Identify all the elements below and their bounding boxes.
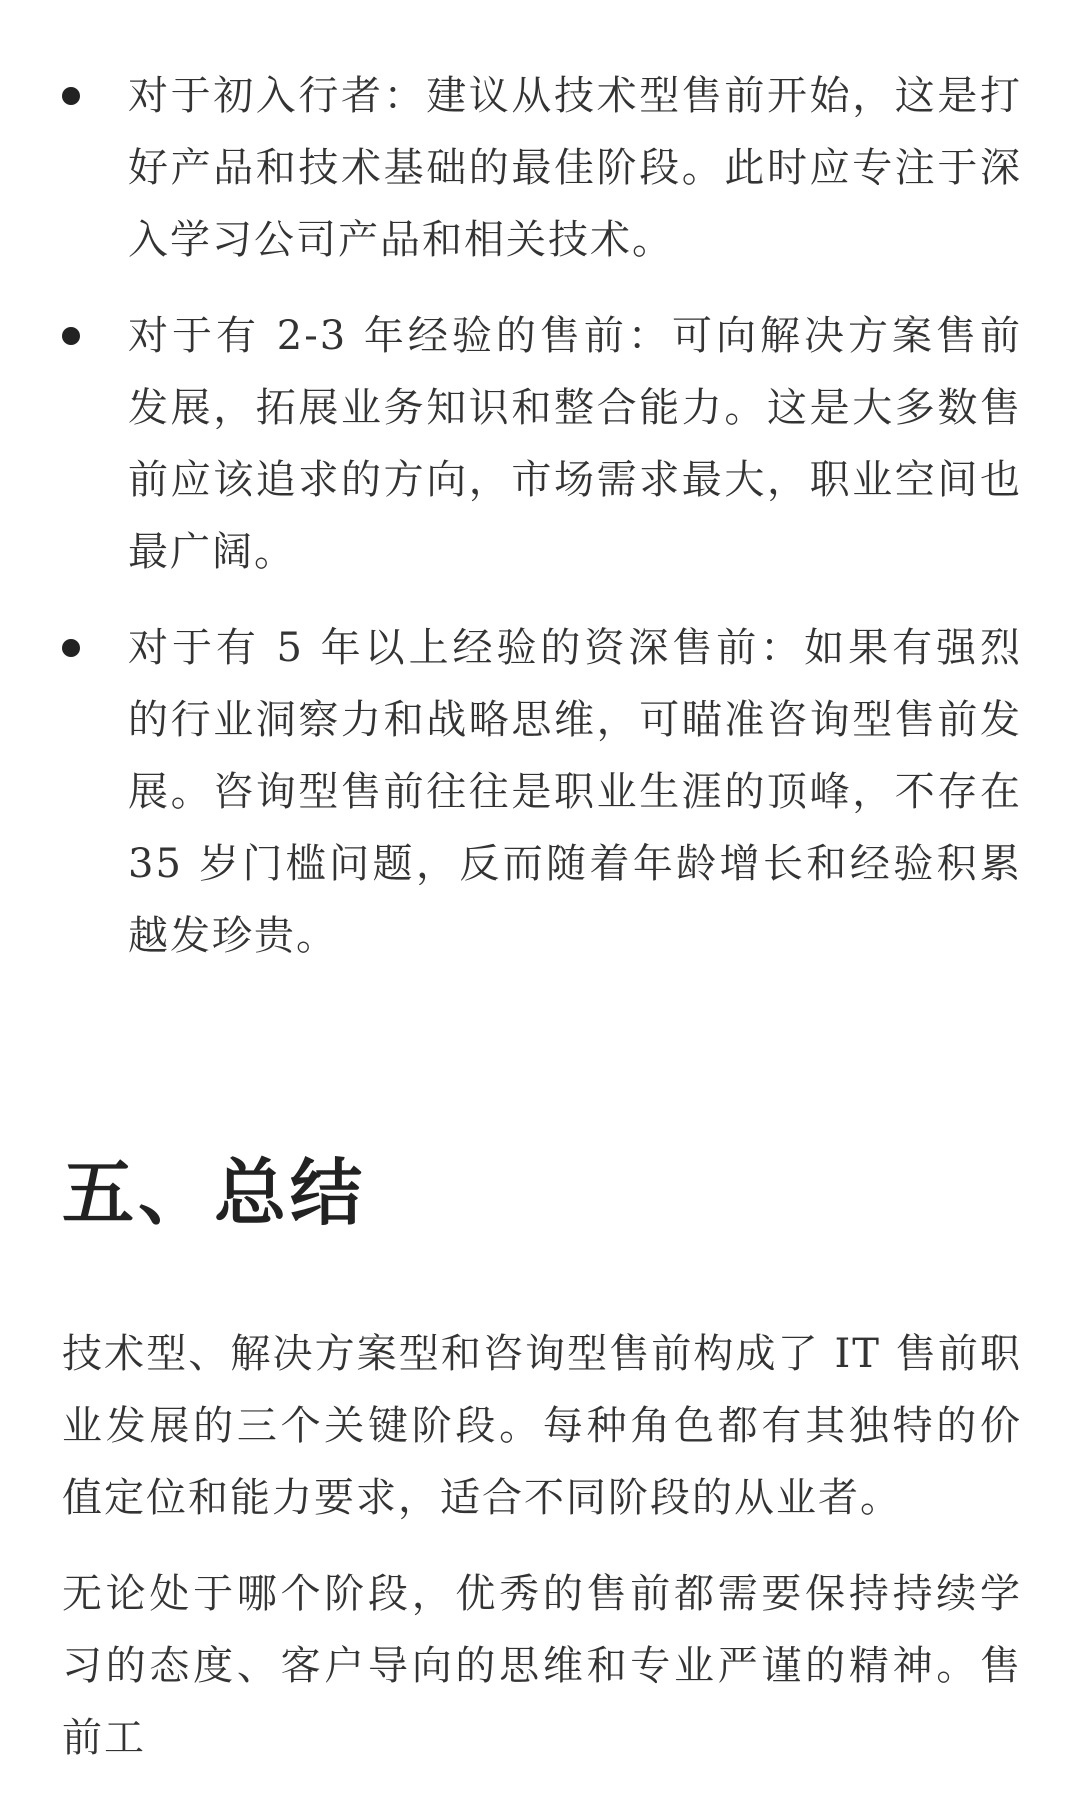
bullet-text: 对于有 5 年以上经验的资深售前：如果有强烈的行业洞察力和战略思维，可瞄准咨询型售前发展。咨询型售前往往是职业生涯的顶峰，不存在35 岁门槛问题，反而随着年龄增长和经验积累越发珍贵。 xyxy=(128,625,1022,959)
bullet-text: 对于有 2-3 年经验的售前：可向解决方案售前发展，拓展业务知识和整合能力。这是大多数售前应该追求的方向，市场需求最大，职业空间也最广阔。 xyxy=(128,313,1022,575)
summary-paragraph: 技术型、解决方案型和咨询型售前构成了 IT 售前职业发展的三个关键阶段。每种角色都有其独特的价值定位和能力要求，适合不同阶段的从业者。 xyxy=(62,1331,1022,1521)
bullet-item-entry-level xyxy=(62,60,1022,276)
closing-paragraph: 无论处于哪个阶段，优秀的售前都需要保持持续学习的态度、客户导向的思维和专业严谨的精神。售前工 xyxy=(62,1571,1022,1761)
bullet-dot-icon xyxy=(62,639,80,657)
bullet-item-senior-level xyxy=(62,612,1022,972)
bullet-dot-icon xyxy=(62,327,80,345)
bullet-dot-icon xyxy=(62,87,80,105)
advice-bullet-list xyxy=(62,60,1022,972)
section-title: 五、总结 xyxy=(62,1150,367,1235)
bullet-item-mid-level xyxy=(62,300,1022,588)
bullet-text: 对于初入行者：建议从技术型售前开始，这是打好产品和技术基础的最佳阶段。此时应专注于深入学习公司产品和相关技术。 xyxy=(128,73,1022,263)
article-content xyxy=(62,60,1022,1798)
